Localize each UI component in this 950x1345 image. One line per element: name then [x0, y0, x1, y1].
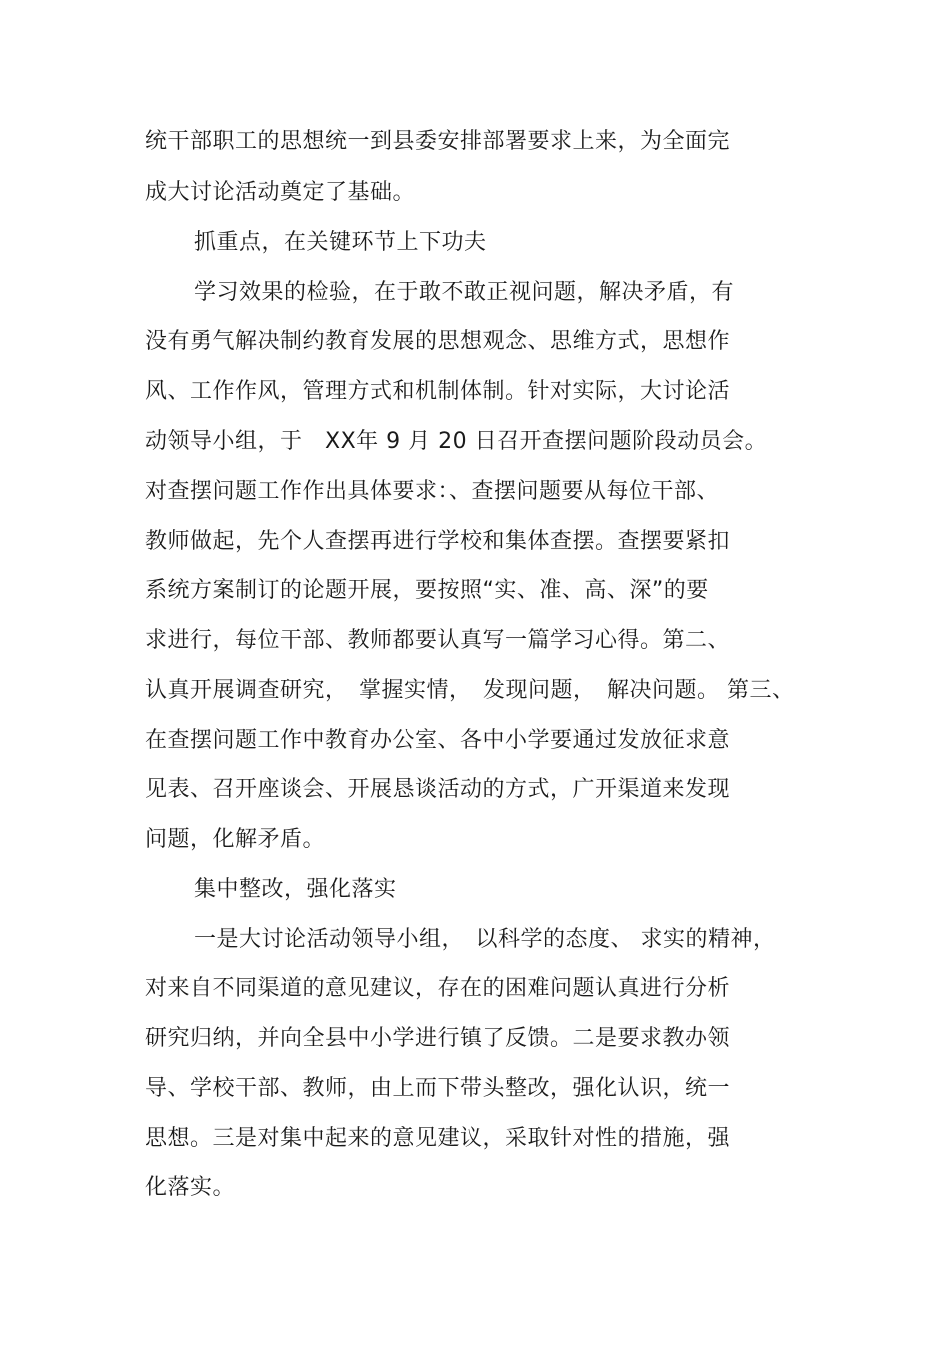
text-line: 求进行，每位干部、教师都要认真写一篇学习心得。第二、 [145, 628, 731, 653]
text-line: 系统方案制订的论题开展，要按照“实、准、高、深”的要 [145, 578, 709, 603]
text-line: 一是大讨论活动领导小组， 以科学的态度、 求实的精神， [194, 927, 776, 952]
text-line: 动领导小组，于 XX年 9 月 20 日召开查摆问题阶段动员会。 [145, 429, 768, 454]
text-line: 成大讨论活动奠定了基础。 [145, 180, 416, 205]
section-heading: 抓重点，在关键环节上下功夫 [194, 230, 487, 255]
text-line: 对查摆问题工作作出具体要求：、查摆问题要从每位干部、 [145, 479, 720, 504]
text-line: 风、工作作风，管理方式和机制体制。针对实际，大讨论活 [145, 379, 731, 404]
text-line: 在查摆问题工作中教育办公室、各中小学要通过发放征求意 [145, 728, 731, 753]
text-line: 问题，化解矛盾。 [145, 827, 326, 852]
text-line: 教师做起，先个人查摆再进行学校和集体查摆。查摆要紧扣 [145, 529, 731, 554]
section-heading: 集中整改，强化落实 [194, 877, 397, 902]
text-line: 认真开展调查研究， 掌握实情， 发现问题， 解决问题。 第三、 [145, 678, 795, 703]
text-line: 见表、召开座谈会、开展恳谈活动的方式，广开渠道来发现 [145, 777, 731, 802]
text-line: 对来自不同渠道的意见建议，存在的困难问题认真进行分析 [145, 976, 731, 1001]
text-line: 化落实。 [145, 1175, 236, 1200]
text-line: 思想。三是对集中起来的意见建议，采取针对性的措施，强 [145, 1126, 731, 1151]
text-line: 导、学校干部、教师，由上而下带头整改，强化认识，统一 [145, 1076, 731, 1101]
text-line: 学习效果的检验，在于敢不敢正视问题，解决矛盾，有 [194, 280, 735, 305]
text-line: 没有勇气解决制约教育发展的思想观念、思维方式，思想作 [145, 329, 731, 354]
text-line: 研究归纳，并向全县中小学进行镇了反馈。二是要求教办领 [145, 1026, 731, 1051]
text-line: 统干部职工的思想统一到县委安排部署要求上来，为全面完 [145, 129, 731, 154]
